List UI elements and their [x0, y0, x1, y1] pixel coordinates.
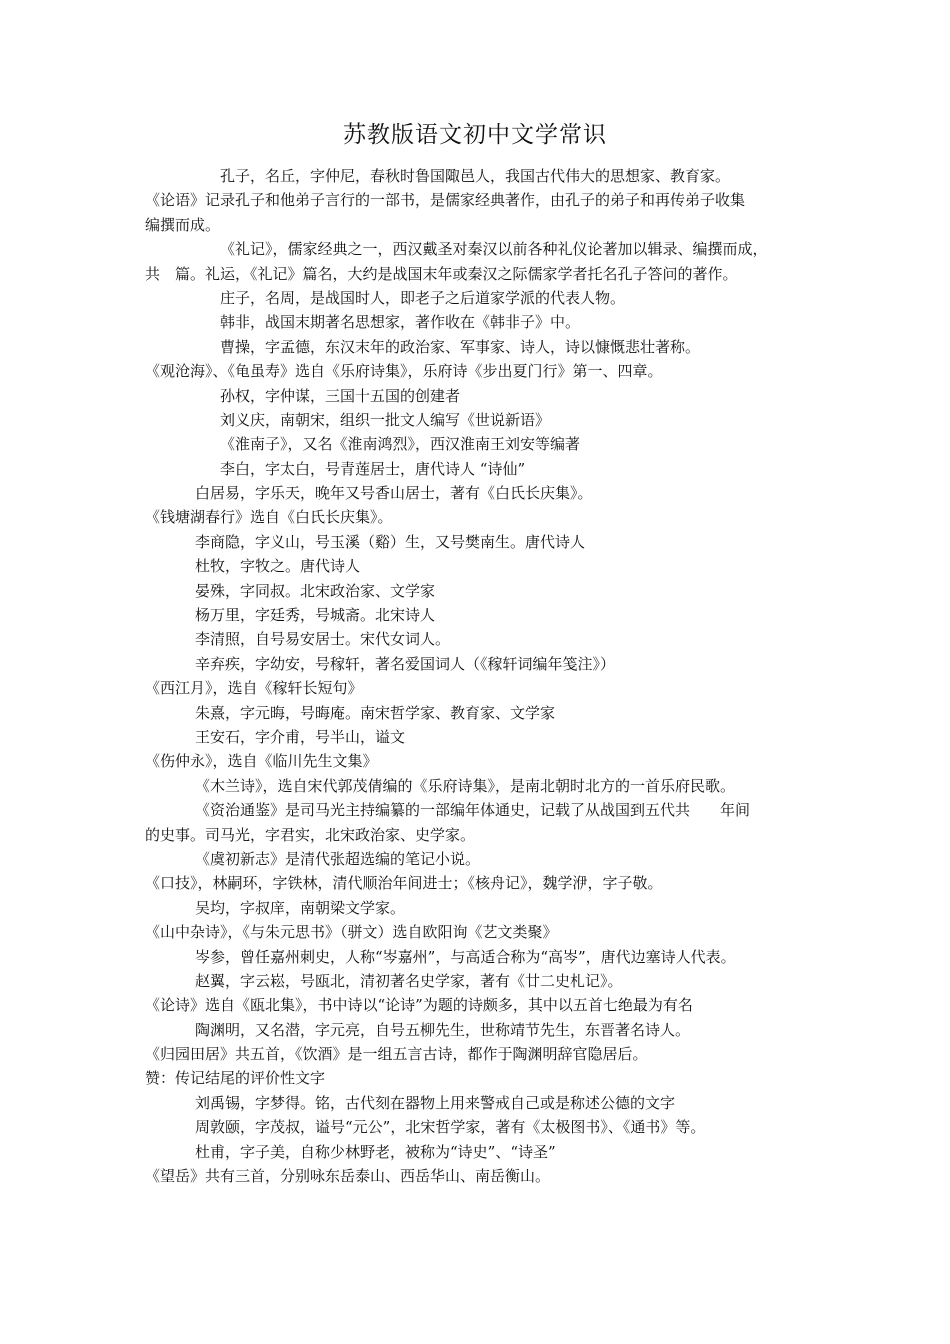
text-line: 《淮南子》，又名《淮南鸿烈》，西汉淮南王刘安等编著: [220, 435, 581, 454]
document-title: 苏教版语文初中文学常识: [343, 122, 607, 148]
text-line: 编撰而成。: [145, 215, 221, 234]
text-line: 《礼记》，儒家经典之一，西汉戴圣对秦汉以前各种礼仪论著加以辑录、编撰而成，: [220, 240, 768, 259]
text-line: 刘禹锡，字梦得。铭，古代刻在器物上用来警戒自己或是称述公德的文字: [195, 1093, 676, 1112]
text-line: 周敦颐，字茂叔，谥号“元公”，北宋哲学家，著有《太极图书》、《通书》等。: [195, 1118, 706, 1137]
text-line: 《口技》，林嗣环，字铁林，清代顺治年间进士；《核舟记》，魏学洢，字子敬。: [145, 874, 663, 893]
text-line: 共 篇。礼运，《礼记》篇名，大约是战国末年或秦汉之际儒家学者托名孔子答问的著作。: [145, 264, 738, 283]
text-line: 赵翼，字云崧，号瓯北，清初著名史学家，著有《廿二史札记》。: [195, 971, 623, 990]
text-line: 李商隐，字义山，号玉溪（谿）生，又号樊南生。唐代诗人: [195, 532, 586, 551]
text-line: 孙权，字仲谋，三国十五国的创建者: [220, 386, 461, 405]
text-line: 陶渊明，又名潜，字元亮，自号五柳先生，世称靖节先生，东晋著名诗人。: [195, 1020, 691, 1039]
text-line: 《虞初新志》是清代张超选编的笔记小说。: [195, 849, 481, 868]
text-line: 《资治通鉴》是司马光主持编纂的一部编年体通史，记载了从战国到五代共 年间: [195, 801, 751, 820]
text-line: 辛弃疾，字幼安，号稼轩，著名爱国词人（《稼轩词编年笺注》）: [195, 654, 616, 673]
text-line: 朱熹，字元晦，号晦庵。南宋哲学家、教育家、文学家: [195, 703, 556, 722]
text-line: 孔子，名丘，字仲尼，春秋时鲁国陬邑人，我国古代伟大的思想家、教育家。: [220, 167, 731, 185]
text-line: 《伤仲永》，选自《临川先生文集》: [145, 752, 378, 771]
text-line: 赞：传记结尾的评价性文字: [145, 1069, 326, 1088]
text-line: 白居易，字乐天，晚年又号香山居士，著有《白氏长庆集》。: [195, 484, 593, 503]
text-line: 岑参，曾任嘉州刺史，人称“岑嘉州”，与高适合称为“高岑”，唐代边塞诗人代表。: [195, 947, 736, 966]
text-line: 杜牧，字牧之。唐代诗人: [195, 557, 361, 576]
text-line: 《归园田居》共五首，《饮酒》是一组五言古诗，都作于陶渊明辞官隐居后。: [145, 1045, 648, 1064]
text-line: 曹操，字孟德，东汉末年的政治家、军事家、诗人，诗以慷慨悲壮著称。: [220, 337, 701, 356]
text-line: 《木兰诗》，选自宋代郭茂倩编的《乐府诗集》，是南北朝时北方的一首乐府民歌。: [195, 776, 736, 795]
text-line: 李清照，自号易安居士。宋代女词人。: [195, 630, 451, 649]
text-line: 杨万里，字廷秀，号城斋。北宋诗人: [195, 606, 436, 625]
text-line: 韩非，战国末期著名思想家，著作收在《韩非子》中。: [220, 313, 581, 332]
text-line: 刘义庆，南朝宋，组织一批文人编写《世说新语》: [220, 410, 551, 429]
text-line: 杜甫，字子美，自称少林野老，被称为“诗史”、“诗圣”: [195, 1142, 556, 1161]
text-line: 王安石，字介甫，号半山，谥文: [195, 727, 406, 746]
document-body: [145, 164, 815, 1188]
text-line: 《钱塘湖春行》选自《白氏长庆集》。: [145, 508, 393, 527]
text-line: 晏殊，字同叔。北宋政治家、文学家: [195, 581, 436, 600]
text-line: 李白，字太白，号青莲居士，唐代诗人 “诗仙”: [220, 459, 526, 478]
text-line: 《西江月》，选自《稼轩长短句》: [145, 679, 363, 698]
text-line: 《望岳》共有三首，分别咏东岳泰山、西岳华山、南岳衡山。: [145, 1167, 551, 1186]
text-line: 《论诗》选自《瓯北集》，书中诗以“论诗”为题的诗颇多，其中以五首七绝最为有名: [145, 996, 693, 1015]
text-line: 《山中杂诗》，《与朱元思书》（骈文）选自欧阳询《艺文类聚》: [145, 923, 558, 942]
text-line: 的史事。司马光，字君实，北宋政治家、史学家。: [145, 825, 476, 844]
text-line: 《论语》记录孔子和他弟子言行的一部书，是儒家经典著作，由孔子的弟子和再传弟子收集: [145, 191, 746, 210]
text-line: 庄子，名周，是战国时人，即老子之后道家学派的代表人物。: [220, 288, 626, 307]
text-line: 吴均，字叔庠，南朝梁文学家。: [195, 898, 406, 917]
text-line: 《观沧海》、《龟虽寿》选自《乐府诗集》，乐府诗《步出夏门行》第一、四章。: [145, 362, 663, 381]
